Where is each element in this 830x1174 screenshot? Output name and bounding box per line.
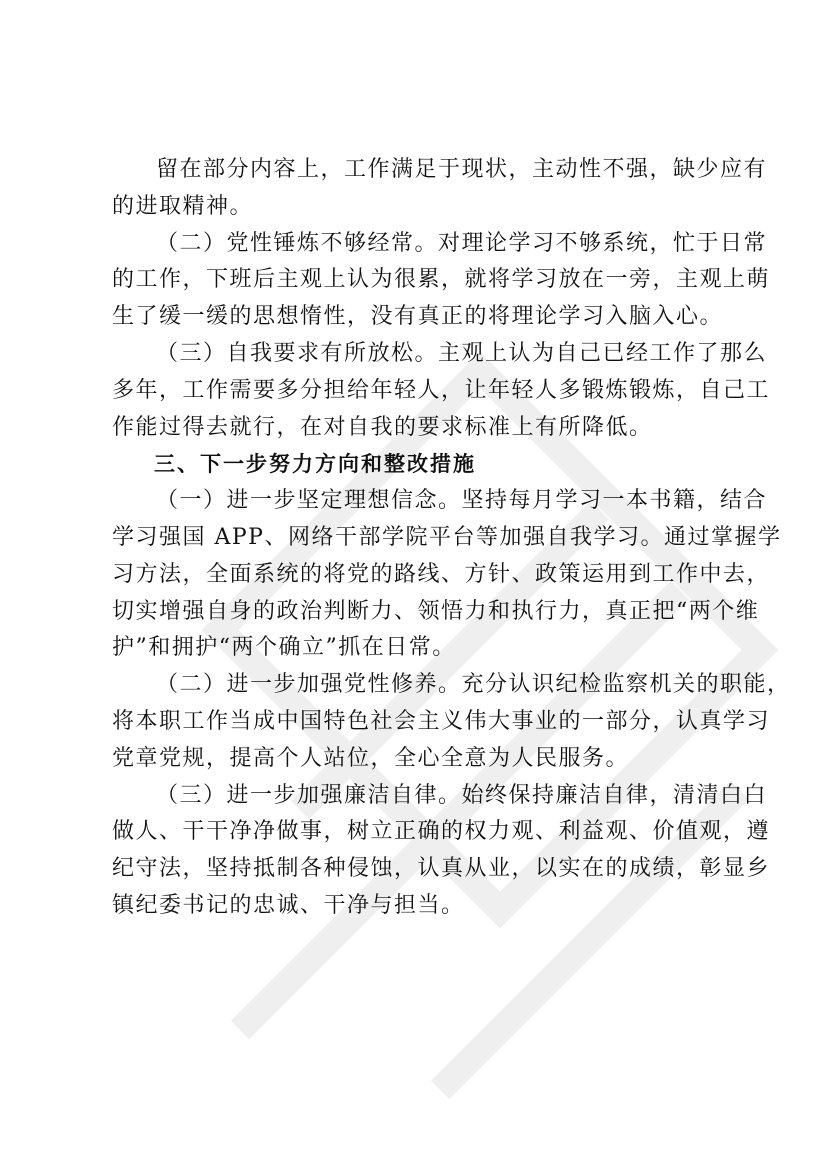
paragraph-line: 多年，工作需要多分担给年轻人，让年轻人多锻炼锻炼，自己工 (112, 377, 771, 403)
paragraph-line: （三）进一步加强廉洁自律。始终保持廉洁自律，清清白白 (156, 782, 768, 808)
paragraph-line: 作能过得去就行，在对自我的要求标准上有所降低。 (112, 414, 653, 440)
paragraph-line: （二）进一步加强党性修养。充分认识纪检监察机关的职能， (156, 672, 791, 698)
paragraph-line: （三）自我要求有所放松。主观上认为自己已经工作了那么 (156, 340, 768, 366)
paragraph-line: 护”和拥护“两个确立”抓在日常。 (112, 635, 456, 661)
measure-2 (112, 667, 791, 777)
measure-1 (112, 483, 782, 667)
paragraph-line: 留在部分内容上，工作满足于现状，主动性不强，缺少应有 (156, 157, 768, 182)
section-heading: 三、下一步努力方向和整改措施 (154, 452, 476, 477)
paragraph-line: 党章党规，提高个人站位，全心全意为人民服务。 (112, 745, 630, 771)
paragraph-line: 的进取精神。 (112, 193, 254, 219)
paragraph-line: 生了缓一缓的思想惰性，没有真正的将理论学习入脑入心。 (112, 304, 724, 330)
paragraph-line: 做人、干干净净做事，树立正确的权力观、利益观、价值观，遵 (112, 819, 771, 845)
paragraph-line: 学习强国 APP、网络干部学院平台等加强自我学习。通过掌握学 (112, 524, 782, 550)
paragraph-line: 纪守法，坚持抵制各种侵蚀，认真从业，以实在的成绩，彰显乡 (112, 856, 771, 882)
paragraph-line: 将本职工作当成中国特色社会主义伟大事业的一部分，认真学习 (112, 708, 771, 734)
paragraph-line: （二）党性锤炼不够经常。对理论学习不够系统，忙于日常 (156, 230, 768, 256)
paragraph-2 (112, 226, 771, 336)
measure-3 (112, 778, 771, 925)
paragraph-3 (112, 336, 771, 446)
paragraph-line: 切实增强自身的政治判断力、领悟力和执行力，真正把“两个维 (112, 598, 760, 624)
paragraph-line: 镇纪委书记的忠诚、干净与担当。 (112, 892, 465, 918)
paragraph-line: （一）进一步坚定理想信念。坚持每月学习一本书籍，结合 (156, 488, 768, 514)
paragraph-1 (112, 152, 768, 226)
paragraph-line: 习方法，全面系统的将党的路线、方针、政策运用到工作中去， (112, 561, 771, 587)
document-body (112, 152, 791, 925)
paragraph-line: 的工作，下班后主观上认为很累，就将学习放在一旁，主观上萌 (112, 267, 771, 293)
